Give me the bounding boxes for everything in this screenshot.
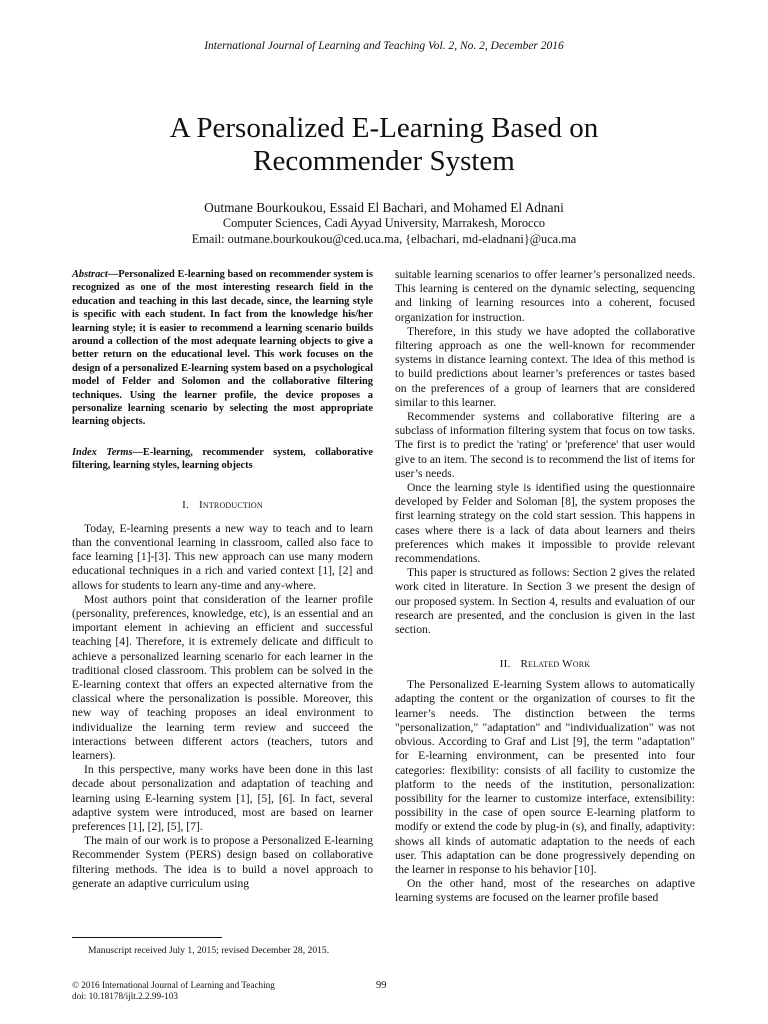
section-heading-related-work [395,658,695,670]
intro-paragraph: The main of our work is to propose a Personalized E-learning Recommender System (PERS) design based on collaborative filtering methods. The idea is to build a novel approach to generate an adaptive curriculum using [72,834,373,890]
continued-paragraph: suitable learning scenarios to offer learner’s personalized needs. This learning is centered on the dynamic selecting, sequencing and linking of learning resources into a coherent, focused organization for instruction. [395,268,695,324]
index-terms-text: —E-learning, recommender system, collaborative filtering, learning styles, learning objects [72,446,373,472]
affiliation-block [0,215,768,247]
title-line-2: Recommender System [253,145,515,177]
page-number: 99 [376,980,387,991]
copyright-line: © 2016 International Journal of Learning and Teaching [72,980,275,990]
section-title: Introduction [198,498,263,511]
body-paragraph: Recommender systems and collaborative filtering are a subclass of information filtering system that focus on tow tasks. The first is to predict the 'rating' or 'preference' that user would give to an item. The second is to recommend the list of items for user’s needs. [395,410,695,480]
section-number: I. [182,498,189,511]
intro-paragraph: Today, E-learning presents a new way to teach and to learn than the conventional learning in classroom, called also face to face learning [1]-[3]. This new approach can use many modern educational techniques in a rich and varied context [1], [2] and allows for students to learn any-time and any-where. [72,521,373,592]
related-work-paragraph: The Personalized E-learning System allows to automatically adapting the content or the organization of courses to fit the learner’s needs. The distinction between the terms "personalization," "adaptation" and "individualization" was not obvious. According to Graf and List [9], the term "adaptation" for E-learning environment, can be presented into four categories: flexibility: consists of all facility to customize the platform to the needs of the institution, personalization: possibility for the learner to customize interface, extensibility: possibility in the case of open source E-learning platform to modify or extend the code by plug-in (s), and finally, adaptivity: shows all kinds of automatic adaptation to the needs of each user. This adaptation can be done progressively depending on the learner in response to his behavior [10]. [395,678,695,876]
index-terms [72,446,373,473]
index-terms-label: Index Terms [72,446,133,458]
body-paragraph: Therefore, in this study we have adopted the collaborative filtering approach as one the well-known for recommender systems in distance learning context. The idea of this method is to build predictions about learner’s preferences or tastes based on the preferences of a group of learners that are considered similar to this learner. [395,324,695,409]
manuscript-footnote: Manuscript received July 1, 2015; revised December 28, 2015. [88,945,330,956]
intro-paragraph: Most authors point that consideration of the learner profile (personality, preferences, knowledge, etc), is an essential and an important element in achieving an efficient and successful teaching [4]. Therefore, it is extremely delicate and difficult to achieve a personalized learning scenario for each learner in the traditional closed classroom. This problem can be solved in the E-learning context that offers an expected alternative from the classical where the personalization is possible. Moreover, this new way of teaching proposes an ideal environment to individualize the learning term review and succeed the interactions between different actors (teachers, tutors and learners). [72,592,373,762]
related-work-paragraph: On the other hand, most of the researches on adaptive learning systems are focused on the learner profile based [395,877,695,905]
footnote-rule [72,937,222,938]
email-line: Email: outmane.bourkoukou@ced.uca.ma, {elbachari, md-eladnani}@uca.ma [191,232,577,246]
body-paragraph: This paper is structured as follows: Section 2 gives the related work cited in literature. In Section 3 we present the design of our proposed system. In Section 4, results and evaluation of our research are presented, and the conclusion is given in the last section. [395,566,695,637]
abstract [72,268,373,429]
footer-info [72,980,275,1002]
doi-line: doi: 10.18178/ijlt.2.2.99-103 [72,991,178,1001]
left-column [72,268,373,891]
affiliation: Computer Sciences, Cadi Ayyad University, Marrakesh, Morocco [222,216,546,230]
journal-header: International Journal of Learning and Teaching Vol. 2, No. 2, December 2016 [204,40,564,52]
section-number: II. [499,658,511,671]
body-paragraph: Once the learning style is identified using the questionnaire developed by Felder and Soloman [8], the system proposes the first learning strategy on the cold start session. This happens in cases where there is a lack of data about learners and theirs preferences which makes it impossible to provide relevant recommendations. [395,481,695,566]
abstract-label: Abstract [72,269,108,280]
title-line-1: A Personalized E-Learning Based on [169,112,599,144]
paper-title [0,112,768,178]
author-list: Outmane Bourkoukou, Essaid El Bachari, and Mohamed El Adnani [204,200,564,215]
intro-paragraph: In this perspective, many works have been done in this last decade about personalization and adaptation of teaching and learning using E-learning system [1], [5], [6]. In fact, several adaptive system were introduced, most are based on learner preferences [1], [2], [5], [7]. [72,763,373,833]
section-heading-introduction [72,499,373,511]
right-column [395,268,695,906]
abstract-text: —Personalized E-learning based on recommender system is recognized as one of the most interesting research field in the education and teaching in this last decade, since, the learning style is specific with each student. In fact from the knowledge his/her learning style; it is easier to recommend a learning scenario builds around a collection of the most adequate learning objects to give a better return on the educational level. This work focuses on the design of a personalized E-learning system based on a psychological model of Felder and Solomon and the collaborative filtering techniques. Using the learner profile, the device proposes a personalize learning scenario by selecting the most appropriate learning objects. [72,269,373,428]
section-title: Related Work [520,658,591,671]
